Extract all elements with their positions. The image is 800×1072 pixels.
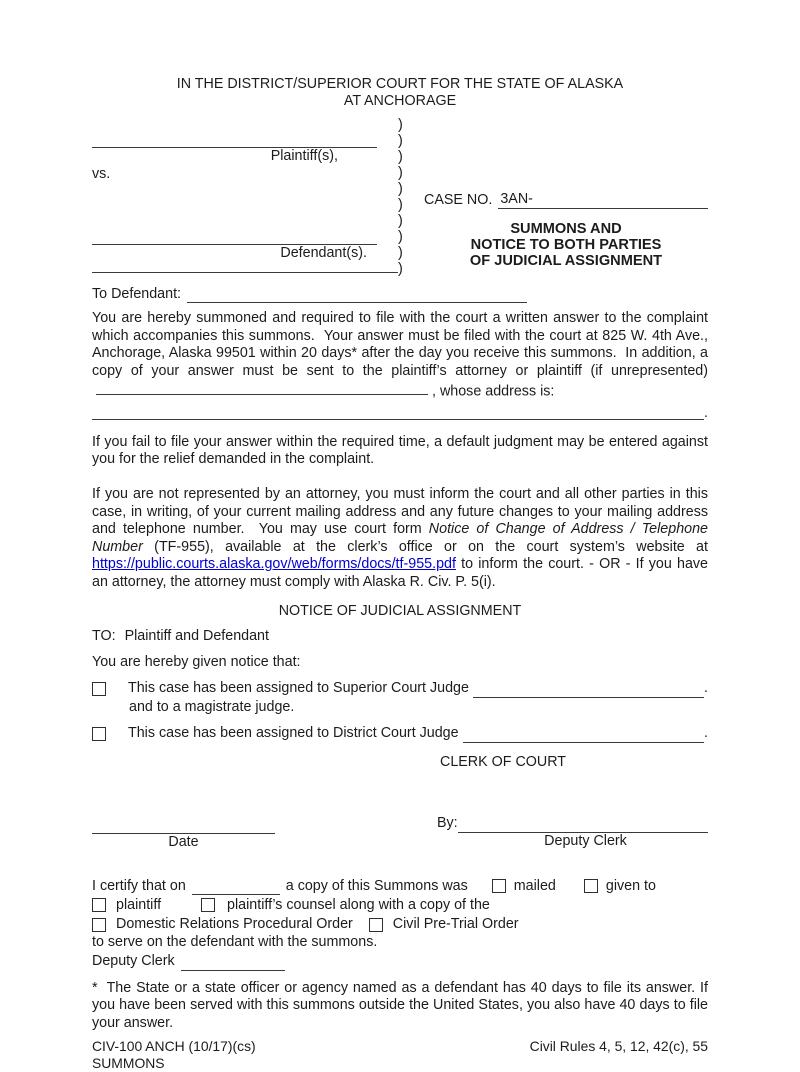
footnote-text: The State or a state officer or agency named as a defendant has 40 days to file its answer. If you have been served with this summons outside the United States, you also have 40 days to file your answer. — [92, 979, 708, 1031]
certify-deputy-row — [92, 953, 708, 970]
case-no-prefix: 3AN- — [500, 190, 533, 207]
caption-parens: ) ) ) ) ) ) ) ) ) ) — [398, 116, 403, 277]
para1-text-2: , whose address is: — [432, 383, 555, 400]
given-to-checkbox[interactable] — [584, 879, 598, 893]
address-line-period: . — [704, 404, 708, 421]
notice-intro: You are hereby given notice that: — [92, 653, 301, 670]
deputy-clerk-signature-field[interactable] — [458, 816, 708, 833]
address-field[interactable] — [92, 403, 704, 420]
dr-order-label: Domestic Relations Procedural Order — [116, 916, 353, 933]
para1-text-1: You are hereby summoned and required to file with the court a written answer to the complaint which accompanies this summons. Your answer must be filed with the court at 825 W. 4th Ave., Anchorage, Alaska 99501 within 20 days* after the day you receive this summons. In addition, a copy of your answer must be sent to the plaintiff’s attorney or plaintiff (if unrepresented) — [92, 310, 708, 379]
deputy-clerk-signature-area — [437, 815, 708, 851]
defendant-label: Defendant(s). — [280, 244, 367, 261]
vs-label: vs. — [92, 166, 111, 183]
notice-to-row — [92, 628, 708, 645]
para3-text-2: (TF-955), available at the clerk’s office or on the court system’s website at — [142, 538, 708, 555]
court-title-line1: IN THE DISTRICT/SUPERIOR COURT FOR THE STATE OF ALASKA — [176, 76, 624, 92]
plaintiff-option-label: plaintiff — [116, 896, 162, 913]
doc-title-line3: OF JUDICIAL ASSIGNMENT — [469, 252, 663, 269]
pretrial-order-label: Civil Pre-Trial Order — [392, 916, 519, 933]
by-row — [437, 815, 708, 832]
footnote-asterisk: * — [92, 979, 98, 996]
certify-row-3 — [92, 916, 708, 933]
certify-text-1: I certify that on — [92, 877, 186, 894]
certify-deputy-field[interactable] — [181, 955, 285, 970]
district-judge-name-field[interactable] — [463, 726, 704, 743]
date-field[interactable] — [92, 815, 275, 834]
serve-line: to serve on the defendant with the summons. — [92, 933, 378, 950]
date-signature-area — [92, 815, 275, 851]
doc-title-line2: NOTICE TO BOTH PARTIES — [470, 236, 662, 253]
notice-to-value: Plaintiff and Defendant — [124, 628, 269, 645]
civil-rules-reference: Civil Rules 4, 5, 12, 42(c), 55 — [529, 1038, 708, 1055]
plaintiff-name-field[interactable] — [92, 117, 377, 148]
certify-text-2: a copy of this Summons was — [285, 877, 468, 894]
to-defendant-field[interactable] — [187, 288, 527, 303]
superior-judge-name-field[interactable] — [473, 681, 704, 698]
doc-title-line1: SUMMONS AND — [510, 221, 622, 238]
plaintiffs-counsel-checkbox[interactable] — [201, 898, 215, 912]
district-judge-checkbox[interactable] — [92, 727, 106, 741]
to-defendant-row — [92, 286, 708, 303]
district-judge-option-row — [92, 725, 708, 742]
form-number: CIV-100 ANCH (10/17)(cs) — [92, 1038, 256, 1055]
form-footer — [92, 1038, 708, 1055]
certify-row-1 — [92, 878, 708, 895]
para3-text-3: to inform the court. - OR - If you have an attorney, the attorney must comply with Alaska R. Civ. P. 5(i). — [92, 556, 708, 590]
given-to-label: given to — [605, 877, 656, 894]
document-title — [424, 222, 708, 269]
tf-955-link[interactable]: https://public.courts.alaska.gov/web/forms/docs/tf-955.pdf — [92, 556, 456, 573]
summons-paragraph-1 — [92, 310, 708, 400]
court-title-line2: AT ANCHORAGE — [343, 93, 457, 110]
superior-judge-option-row — [92, 680, 708, 697]
caption-parties — [92, 117, 398, 277]
case-no-label: CASE NO. — [424, 191, 493, 208]
plaintiffs-counsel-label: plaintiff’s counsel along with a copy of the — [227, 896, 490, 913]
certify-deputy-label: Deputy Clerk — [92, 953, 175, 970]
pretrial-order-checkbox[interactable] — [369, 918, 383, 932]
superior-judge-checkbox[interactable] — [92, 682, 106, 696]
to-defendant-label: To Defendant: — [92, 285, 182, 302]
superior-judge-period: . — [704, 680, 708, 697]
para3-text-1: If you are not represented by an attorney, you must inform the court and all other parties in this case, in writing, of your current mailing address and any future changes to your mailing address and telephone number. You may use court form — [92, 486, 708, 538]
mailed-label: mailed — [513, 877, 556, 894]
case-caption — [92, 117, 708, 277]
dr-order-checkbox[interactable] — [92, 918, 106, 932]
attorney-name-field[interactable] — [96, 380, 428, 395]
clerk-of-court-label: CLERK OF COURT — [440, 753, 567, 770]
district-judge-period: . — [704, 725, 708, 742]
caption-bottom-line — [92, 262, 398, 273]
notice-to-label: TO: — [92, 628, 116, 645]
certify-date-field[interactable] — [192, 880, 280, 895]
address-change-paragraph — [92, 486, 708, 591]
notice-heading: NOTICE OF JUDICIAL ASSIGNMENT — [278, 603, 522, 620]
form-name: SUMMONS — [92, 1054, 165, 1071]
form-name-italic: Notice of Change of Address / Telephone Number — [92, 521, 708, 555]
deputy-clerk-label: Deputy Clerk — [544, 832, 627, 849]
district-judge-text: This case has been assigned to District Court Judge — [128, 725, 459, 742]
case-number-row — [424, 191, 708, 209]
signature-block — [92, 815, 708, 851]
magistrate-judge-line: and to a magistrate judge. — [129, 698, 295, 715]
plaintiff-label: Plaintiff(s), — [270, 147, 338, 164]
defendant-name-field[interactable] — [92, 184, 377, 245]
certify-row-2 — [92, 897, 708, 914]
plaintiff-checkbox[interactable] — [92, 898, 106, 912]
mailed-checkbox[interactable] — [492, 879, 506, 893]
address-line-row — [92, 403, 708, 420]
superior-judge-text: This case has been assigned to Superior Court Judge — [128, 680, 469, 697]
by-label: By: — [437, 815, 458, 832]
certificate-of-service — [92, 878, 708, 971]
default-judgment-paragraph: If you fail to file your answer within the required time, a default judgment may be entered against you for the relief demanded in the complaint. — [92, 433, 708, 467]
footnote — [92, 980, 708, 1032]
case-number-field[interactable] — [498, 191, 708, 209]
caption-right-column — [413, 117, 708, 277]
date-label: Date — [168, 834, 199, 851]
